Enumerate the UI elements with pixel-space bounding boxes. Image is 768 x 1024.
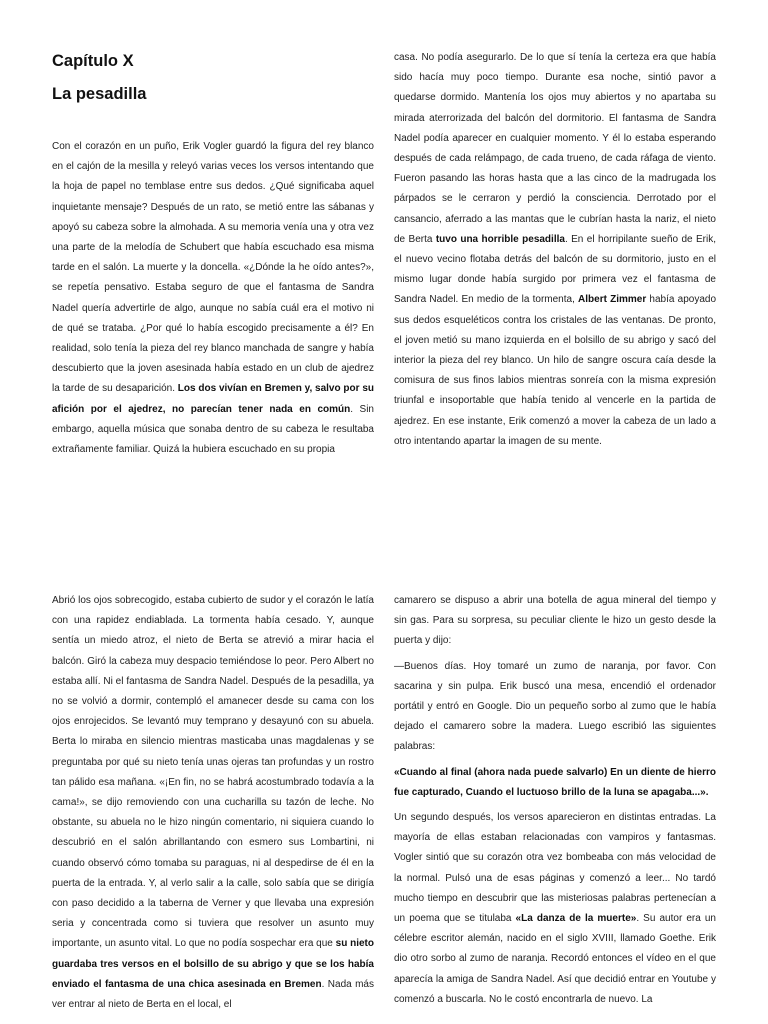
paragraph bbox=[394, 808, 716, 1010]
column-bottom-left bbox=[52, 591, 374, 1015]
bold-text-run: su nieto guardaba tres versos en el bolsillo de su abrigo y que se los había enviado el fantasma de una chica asesinada en Bremen bbox=[52, 938, 374, 990]
text-run: . En el horripilante sueño de Erik, el nuevo vecino flotaba detrás del balcón de su dormitorio, justo en el mismo lugar donde había surgido por primera vez el fantasma de Sandra Nadel. En medio de la tormenta, bbox=[394, 233, 716, 306]
poem-verses bbox=[394, 763, 716, 803]
text-run: Un segundo después, los versos aparecieron en distintas entradas. La mayoría de ellas estaban relacionadas con vampiros y fantasmas. Vogler sintió que su corazón otra vez bombeaba con más velocidad de la normal. Pulsó una de esas páginas y comenzó a leer... No tardó mucho tiempo en descubrir que las misteriosas palabras pertenecían a un poema que se titulaba bbox=[394, 812, 716, 925]
text-run: . Nada más ver entrar al nieto de Berta en el local, el bbox=[52, 978, 374, 1011]
text-run: Con el corazón en un puño, Erik Vogler guardó la figura del rey blanco en el cajón de la mesilla y releyó varias veces los versos intentando que la hoja de papel no temblase entre sus dedos. ¿Qué significaba aquel inquietante mensaje? Después de un rato, se metió entre las sábanas y apoyó su cabeza sobre la almohada. A su memoria venía una y otra vez una parte de la melodía de Schubert que había escuchado esa misma tarde en el salón. La muerte y la doncella. «¿Dónde la he oído antes?», se repetía pensativo. Estaba seguro de que el fantasma de Sandra Nadel quería advertirle de algo, aunque no sabía cuál era el motivo ni de qué se trataba. ¿Por qué lo había escogido precisamente a él? En realidad, solo tenía la pieza del rey blanco manchada de sangre y había descubierto que la joven asesinada había estado en un club de ajedrez la tarde de su desaparición. bbox=[52, 141, 374, 395]
bold-text-run: «La danza de la muerte» bbox=[515, 913, 637, 925]
paragraph: —Buenos días. Hoy tomaré un zumo de naranja, por favor. Con sacarina y sin pulpa. Erik buscó una mesa, encendió el ordenador portátil y entró en Google. Dio un pequeño sorbo al zumo que le había dejado el camarero sobre la madera. Luego escribió las siguientes palabras: bbox=[394, 660, 716, 753]
bold-text-run: Los dos vivían en Bremen y, salvo por su afición por el ajedrez, no parecían tener nada en común bbox=[52, 383, 374, 415]
text-run: . Su autor era un célebre escritor alemán, nacido en el siglo XVIII, llamado Goethe. Erik dio otro sorbo al zumo de naranja. Recordó entonces el vídeo en el que aparecía la amiga de Sandra Nadel. Así que decidió entrar en Youtube y comenzó a buscarla. No le costó encontrarla de nuevo. La bbox=[394, 913, 716, 1005]
text-run: . Sin embargo, aquella música que sonaba dentro de su cabeza le resultaba extrañamente familiar. Quizá la hubiera escuchado en su propia bbox=[52, 403, 374, 456]
paragraph bbox=[52, 591, 374, 1015]
column-top-left bbox=[52, 137, 374, 460]
bold-text-run: Albert Zimmer bbox=[578, 294, 647, 306]
paragraph bbox=[52, 137, 374, 460]
column-top-right bbox=[394, 48, 716, 452]
paragraph: camarero se dispuso a abrir una botella de agua mineral del tiempo y sin gas. Para su sorpresa, su peculiar cliente le hizo un gesto desde la puerta y dijo: bbox=[394, 595, 716, 647]
text-run: Abrió los ojos sobrecogido, estaba cubierto de sudor y el corazón le latía con una rapidez endiablada. La tormenta había cesado. Y, aunque sentía un miedo atroz, el nieto de Berta se atrevió a mirar hacia el balcón. Giró la cabeza muy despacio temiéndose lo peor. Pero Albert no estaba allí. Ni el fantasma de Sandra Nadel. Después de la pesadilla, ya no se volvió a dormir, contempló el amanecer desde su cama con los ojos enrojecidos. Se levantó muy temprano y desayunó con su abuela. Berta lo miraba en silencio mientras masticaba unas magdalenas y se preguntaba por qué su nieto tenía unas ojeras tan profundas y un rostro tan pálido esa mañana. «¡En fin, no se habrá acostumbrado todavía a la cama!», se dijo removiendo con una cucharilla su tazón de leche. No obstante, su abuela no le hizo ningún comentario, ni siquiera cuando lo descubrió en el salón abrillantando con esmero sus Lombartini, ni cuando observó cómo tomaba su paraguas, ni al despedirse de él en la puerta de la entrada. Y, al verlo salir a la calle, solo sabía que se dirigía con paso decidido a la taberna de Verner y que llevaba una expresión seria y concentrada como si tuviera que resolver un asunto muy importante, un asunto vital. Lo que no podía sospechar era que bbox=[52, 595, 374, 950]
paragraph bbox=[394, 48, 716, 452]
chapter-title: La pesadilla bbox=[52, 85, 147, 103]
chapter-label: Capítulo X bbox=[52, 52, 134, 70]
text-run: casa. No podía asegurarlo. De lo que sí tenía la certeza era que había sido hacía muy poco tiempo. Durante esa noche, sintió pavor a quedarse dormido. Mantenía los ojos muy abiertos y no apartaba su mirada aterrorizada del balcón del dormitorio. El fantasma de Sandra Nadel podía aparecer en cualquier momento. Y él lo estaba esperando después de cada relámpago, de cada trueno, de cada ráfaga de viento. Fueron pasando las horas hasta que a las cinco de la madrugada los párpados se le cerraron y perdió la consciencia. Derrotado por el cansancio, aferrado a las mantas que le cubrían hasta la nariz, el nieto de Berta bbox=[394, 52, 716, 245]
text-run: había apoyado sus dedos esqueléticos contra los cristales de las ventanas. De pronto, el joven metió su mano izquierda en el bolsillo de su abrigo y sacó del interior la pieza del rey blanco. Un hilo de sangre oscura caía desde la comisura de sus finos labios mientras sonreía con la misma expresión triunfal e insoportable que había tenido al vencerle en la partida de ajedrez. En ese instante, Erik comenzó a mover la cabeza de un lado a otro intentando apartar la imagen de su mente. bbox=[394, 294, 717, 447]
bold-text-run: «Cuando al final (ahora nada puede salvarlo) En un diente de hierro fue capturado, Cuando el luctuoso brillo de la luna se apagaba...». bbox=[394, 766, 716, 798]
column-bottom-right bbox=[394, 591, 716, 1010]
bold-text-run: tuvo una horrible pesadilla bbox=[435, 233, 565, 245]
